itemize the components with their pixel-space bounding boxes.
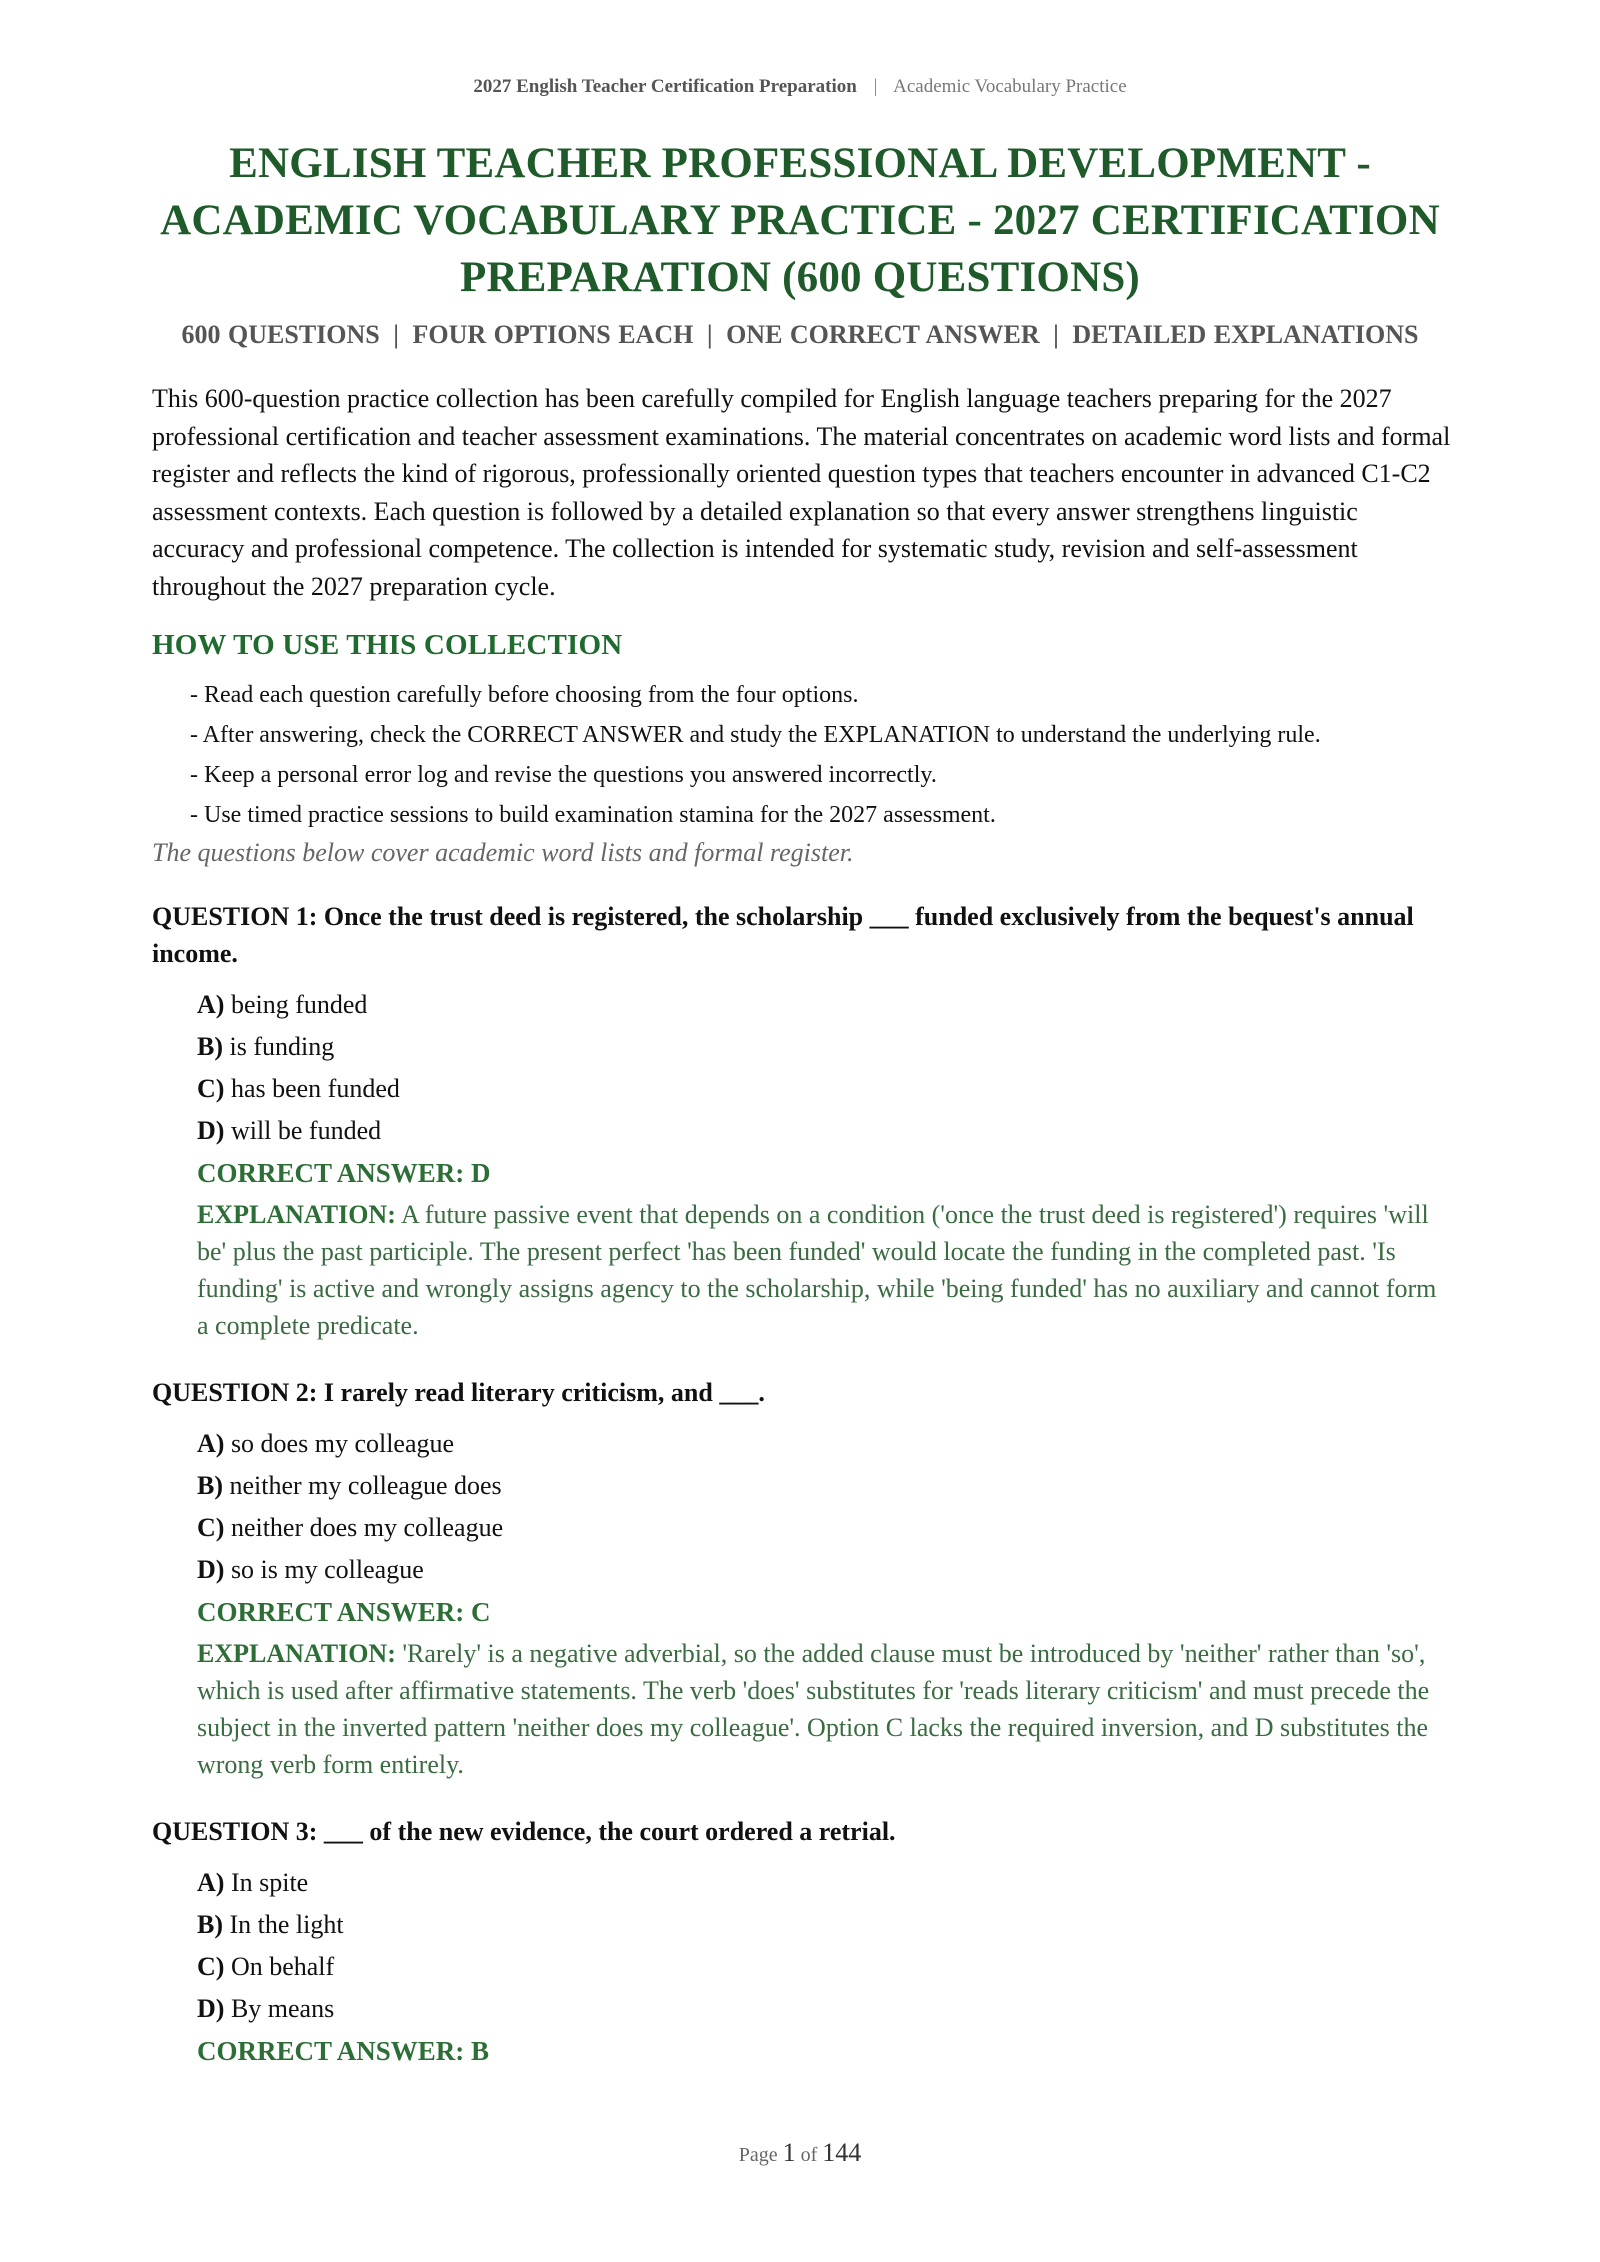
option-text: By means [230, 1994, 335, 2023]
option-letter: A) [197, 990, 225, 1019]
running-header [0, 76, 1600, 98]
subtitle [60, 320, 1540, 350]
option-letter: B) [197, 1471, 223, 1500]
subtitle-separator: | [1053, 320, 1059, 349]
question-stem: QUESTION 2: I rarely read literary criticism, and ___. [152, 1378, 765, 1407]
option-letter: B) [197, 1032, 223, 1061]
option-letter: D) [197, 1994, 225, 2023]
option-item [197, 1988, 1452, 2030]
correct-answer: CORRECT ANSWER: C [197, 1597, 491, 1627]
option-text: In the light [229, 1910, 344, 1939]
intro-paragraph: This 600-question practice collection has been carefully compiled for English language teachers preparing for the 2027 professional certification and teacher assessment examinations. The material concentrates on academic word lists and formal register and reflects the kind of rigorous, professionally oriented question types that teachers encounter in advanced C1-C2 assessment contexts. Each question is followed by a detailed explanation so that every answer strengthens linguistic accuracy and professional competence. The collection is intended for systematic study, revision and self-assessment throughout the 2027 preparation cycle. [152, 384, 1451, 601]
total-pages: 144 [822, 2138, 862, 2167]
subtitle-item: DETAILED EXPLANATIONS [1072, 320, 1419, 349]
header-left-text: 2027 English Teacher Certification Preparation [473, 76, 857, 97]
option-item [197, 1026, 1452, 1068]
option-list [197, 1423, 1452, 1591]
option-item [197, 1946, 1452, 1988]
option-item [197, 1068, 1452, 1110]
option-item [197, 984, 1452, 1026]
howto-item: - Use timed practice sessions to build examination stamina for the 2027 assessment. [190, 802, 996, 828]
page-footer [0, 2138, 1600, 2168]
correct-answer: CORRECT ANSWER: D [197, 1158, 491, 1188]
option-text: neither my colleague does [229, 1471, 502, 1500]
page-label: Page [738, 2144, 778, 2166]
option-letter: D) [197, 1116, 225, 1145]
page-of-label: of [800, 2144, 818, 2166]
option-letter: C) [197, 1513, 225, 1542]
howto-item: - Read each question carefully before choosing from the four options. [190, 682, 859, 708]
header-separator: | [873, 76, 878, 97]
subtitle-separator: | [706, 320, 713, 349]
option-text: On behalf [230, 1952, 335, 1981]
howto-list [190, 678, 1452, 832]
option-letter: D) [197, 1555, 225, 1584]
question-stem: QUESTION 3: ___ of the new evidence, the court ordered a retrial. [152, 1817, 896, 1846]
option-text: In spite [230, 1868, 309, 1897]
howto-item: - After answering, check the CORRECT ANSWER and study the EXPLANATION to understand the underlying rule. [190, 722, 1321, 748]
option-text: is funding [229, 1032, 335, 1061]
option-list [197, 1862, 1452, 2030]
howto-heading: HOW TO USE THIS COLLECTION [152, 629, 623, 661]
explanation [197, 1635, 1452, 1783]
option-item [197, 1110, 1452, 1152]
question-block [152, 1813, 1452, 2072]
subtitle-separator: | [393, 320, 400, 349]
page-number: 1 [782, 2138, 796, 2167]
option-list [197, 984, 1452, 1152]
main-content [152, 380, 1452, 2072]
question-stem: QUESTION 1: Once the trust deed is registered, the scholarship ___ funded exclusively from the bequest's annual income. [152, 902, 1414, 968]
option-item [197, 1549, 1452, 1591]
explanation [197, 1196, 1452, 1344]
howto-item: - Keep a personal error log and revise the questions you answered incorrectly. [190, 762, 937, 788]
subtitle-item: ONE CORRECT ANSWER [726, 320, 1040, 349]
option-text: being funded [230, 990, 368, 1019]
explanation-label: EXPLANATION: [197, 1200, 396, 1229]
option-text: has been funded [230, 1074, 400, 1103]
subtitle-item: FOUR OPTIONS EACH [412, 320, 694, 349]
option-text: so is my colleague [230, 1555, 424, 1584]
subtitle-item: 600 QUESTIONS [181, 320, 380, 349]
header-right-text: Academic Vocabulary Practice [893, 76, 1127, 97]
question-block [152, 1374, 1452, 1783]
option-item [197, 1507, 1452, 1549]
option-item [197, 1862, 1452, 1904]
option-item [197, 1423, 1452, 1465]
coverage-note: The questions below cover academic word lists and formal register. [152, 838, 854, 867]
option-letter: A) [197, 1429, 225, 1458]
explanation-label: EXPLANATION: [197, 1639, 396, 1668]
option-item [197, 1904, 1452, 1946]
option-letter: B) [197, 1910, 223, 1939]
question-block [152, 898, 1452, 1344]
option-text: neither does my colleague [230, 1513, 504, 1542]
option-text: so does my colleague [230, 1429, 455, 1458]
explanation-text: 'Rarely' is a negative adverbial, so the added clause must be introduced by 'neither' rather than 'so', which is used after affirmative statements. The verb 'does' substitutes for 'reads literary criticism' and must precede the subject in the inverted pattern 'neither does my colleague'. Option C lacks the required inversion, and D substitutes the wrong verb form entirely. [197, 1639, 1430, 1779]
page-title: ENGLISH TEACHER PROFESSIONAL DEVELOPMENT - ACADEMIC VOCABULARY PRACTICE - 2027 CERTIFICATION PREPARATION (600 QUESTIONS) [160, 140, 1440, 301]
option-item [197, 1465, 1452, 1507]
option-letter: C) [197, 1952, 225, 1981]
option-letter: A) [197, 1868, 225, 1897]
option-letter: C) [197, 1074, 225, 1103]
option-text: will be funded [230, 1116, 382, 1145]
correct-answer: CORRECT ANSWER: B [197, 2036, 490, 2066]
explanation-text: A future passive event that depends on a condition ('once the trust deed is registered') requires 'will be' plus the past participle. The present perfect 'has been funded' would locate the funding in the completed past. 'Is funding' is active and wrongly assigns agency to the scholarship, while 'being funded' has no auxiliary and cannot form a complete predicate. [197, 1200, 1437, 1340]
